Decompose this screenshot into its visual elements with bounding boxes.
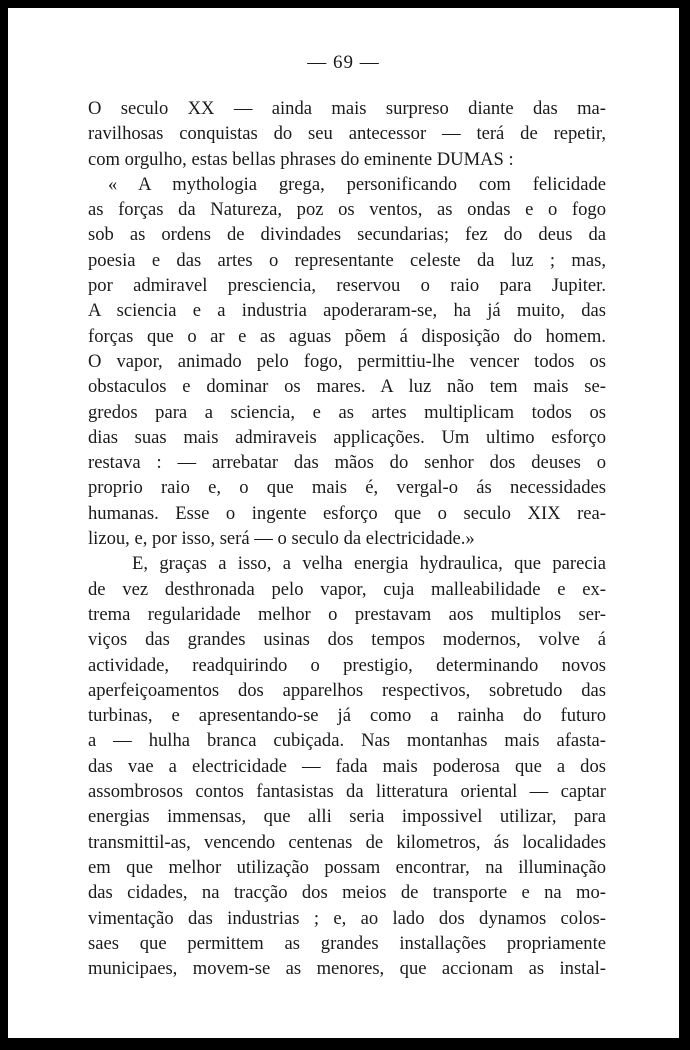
text-line: com orgulho, estas bellas phrases do eminente DUMAS : — [88, 148, 514, 170]
text-line: as forças da Natureza, poz os ventos, as ondas e o fogo — [88, 199, 606, 221]
text-line: actividade, readquirindo o prestigio, determinando novos — [88, 654, 606, 676]
text-line: forças que o ar e as aguas põem á disposição do homem. — [88, 325, 606, 347]
text-line: vimentação das industrias ; e, ao lado dos dynamos colos- — [88, 907, 606, 929]
text-line: humanas. Esse o ingente esforço que o seculo XIX rea- — [88, 502, 606, 524]
text-line: das vae a electricidade — fada mais poderosa que a dos — [88, 755, 606, 777]
text-line: energias immensas, que alli seria impossivel utilizar, para — [88, 806, 606, 828]
book-page — [8, 8, 679, 1038]
text-line: ravilhosas conquistas do seu antecessor — terá de repetir, — [88, 123, 606, 145]
text-line: municipaes, movem-se as menores, que accionam as instal- — [88, 958, 606, 980]
text-line: transmittil-as, vencendo centenas de kilometros, ás localidades — [88, 831, 606, 853]
text-line: aperfeiçoamentos dos apparelhos respectivos, sobretudo das — [88, 679, 606, 701]
text-line: O vapor, animado pelo fogo, permittiu-lhe vencer todos os — [88, 350, 606, 372]
page-number: — 69 — — [307, 52, 380, 73]
text-line: lizou, e, por isso, será — o seculo da electricidade.» — [88, 528, 475, 550]
text-line: poesia e das artes o representante celeste da luz ; mas, — [88, 249, 606, 271]
text-line: saes que permittem as grandes installações propriamente — [88, 932, 606, 954]
text-line: dias suas mais admiraveis applicações. Um ultimo esforço — [88, 426, 606, 448]
text-line: E, graças a isso, a velha energia hydraulica, que parecia — [132, 553, 606, 575]
text-line: gredos para a sciencia, e as artes multiplicam todos os — [88, 401, 606, 423]
text-line: em que melhor utilização possam encontrar, na illuminação — [88, 856, 606, 878]
text-line: das cidades, na tracção dos meios de transporte e na mo- — [88, 882, 606, 904]
text-line: O seculo XX — ainda mais surpreso diante das ma- — [88, 98, 606, 119]
text-line: viços das grandes usinas dos tempos modernos, volve á — [88, 629, 606, 651]
text-line: assombrosos contos fantasistas da litteratura oriental — captar — [88, 781, 606, 803]
text-line: A sciencia e a industria apoderaram-se, ha já muito, das — [88, 300, 606, 322]
text-line: restava : — arrebatar das mãos do senhor dos deuses o — [88, 452, 606, 474]
text-line: obstaculos e dominar os mares. A luz não tem mais se- — [88, 376, 606, 398]
text-line: trema regularidade melhor o prestavam aos multiplos ser- — [88, 603, 606, 625]
text-line: proprio raio e, o que mais é, vergal-o ás necessidades — [88, 477, 606, 499]
text-line: « A mythologia grega, personificando com felicidade — [108, 173, 606, 195]
text-line: sob as ordens de divindades secundarias; fez do deus da — [88, 224, 606, 246]
text-line: por admiravel presciencia, reservou o raio para Jupiter. — [88, 275, 606, 297]
body-text — [88, 96, 606, 981]
text-line: a — hulha branca cubiçada. Nas montanhas mais afasta- — [88, 730, 606, 752]
text-line: de vez desthronada pelo vapor, cuja malleabilidade e ex- — [88, 578, 606, 600]
text-line: turbinas, e apresentando-se já como a rainha do futuro — [88, 705, 606, 727]
